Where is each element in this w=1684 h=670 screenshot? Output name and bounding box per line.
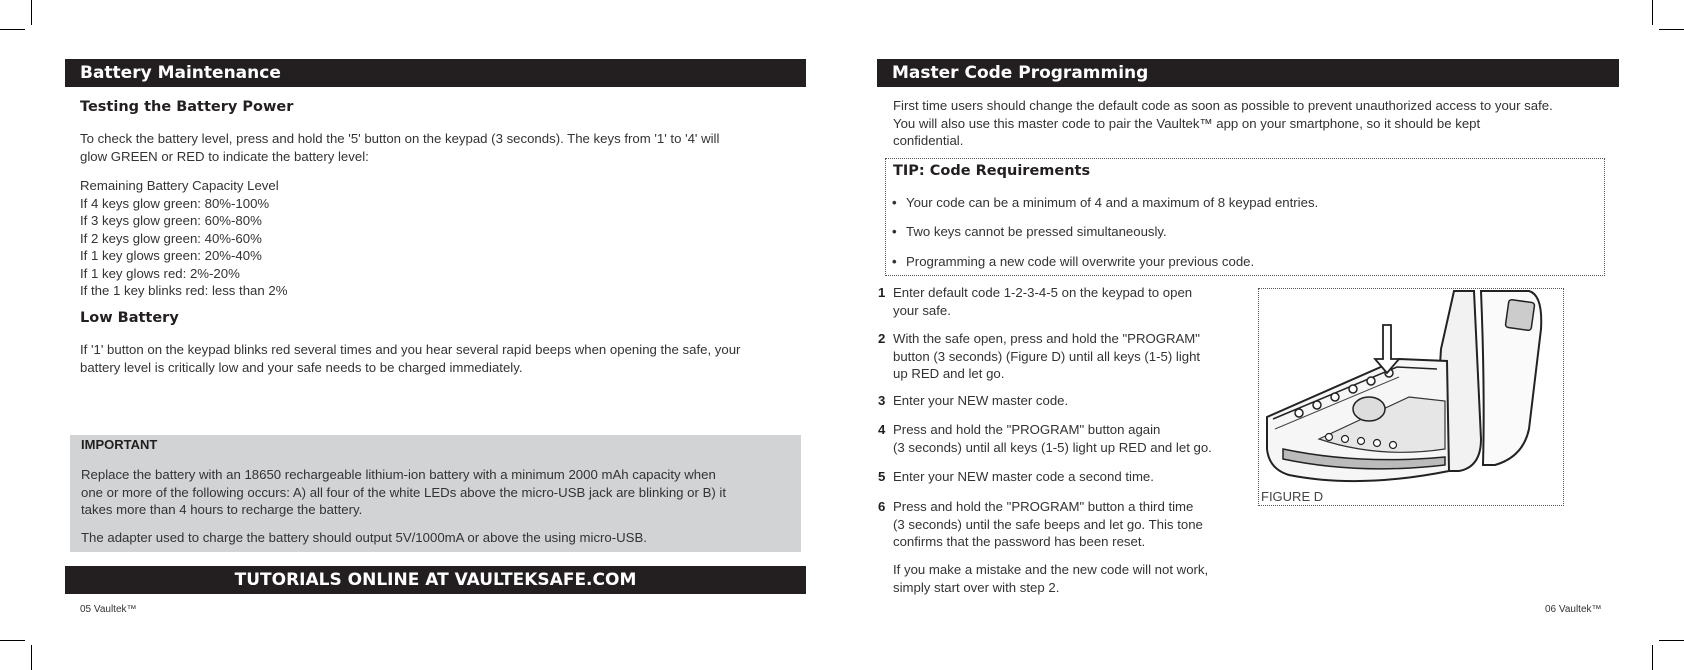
closing-note xyxy=(893,561,1208,596)
step-number: 5 xyxy=(878,469,886,484)
step-line: your safe. xyxy=(893,302,951,318)
text-line: If '1' button on the keypad blinks red several times and you hear several rapid beeps when opening the safe, your xyxy=(80,342,741,357)
master-code-title: Master Code Programming xyxy=(877,59,1619,87)
text-line: To check the battery level, press and hold the '5' button on the keypad (3 seconds). The keys from '1' to '4' will xyxy=(80,131,720,146)
step-number: 2 xyxy=(878,331,886,346)
text-line: battery level is critically low and your safe needs to be charged immediately. xyxy=(80,359,523,375)
bullet-icon: • xyxy=(892,195,897,210)
level-line: If 4 keys glow green: 80%-100% xyxy=(80,195,270,211)
bullet-icon: • xyxy=(892,254,897,269)
step-number: 4 xyxy=(878,422,886,437)
step-number: 1 xyxy=(878,285,886,300)
footer-page-left: 05 Vaultek™ xyxy=(80,604,137,615)
step-line: Enter your NEW master code a second time. xyxy=(893,469,1154,484)
step-line: (3 seconds) until the safe beeps and let go. This tone xyxy=(893,516,1203,532)
text-line: glow GREEN or RED to indicate the battery level: xyxy=(80,148,369,164)
level-line: Remaining Battery Capacity Level xyxy=(80,178,279,193)
low-battery-heading: Low Battery xyxy=(80,310,179,326)
crop-mark xyxy=(1652,645,1653,670)
tip-title: TIP: Code Requirements xyxy=(893,163,1091,179)
testing-intro xyxy=(80,130,719,165)
step-line: up RED and let go. xyxy=(893,366,1005,381)
tip-bullet xyxy=(892,224,1167,239)
crop-mark xyxy=(1659,29,1684,30)
important-box xyxy=(70,435,801,552)
level-line: If 2 keys glow green: 40%-60% xyxy=(80,230,262,246)
figure-caption: FIGURE D xyxy=(1261,489,1324,504)
tutorials-banner: TUTORIALS ONLINE AT VAULTEKSAFE.COM xyxy=(65,566,806,594)
crop-mark xyxy=(1652,0,1653,25)
low-battery-text xyxy=(80,341,740,376)
crop-mark xyxy=(31,0,32,25)
step-line: Enter your NEW master code. xyxy=(893,393,1069,408)
crop-mark xyxy=(0,29,25,30)
level-line: If the 1 key blinks red: less than 2% xyxy=(80,283,288,298)
step-line: (3 seconds) until all keys (1-5) light up RED and let go. xyxy=(893,439,1212,455)
level-line: If 1 key glows red: 2%-20% xyxy=(80,265,240,281)
text-line: one or more of the following occurs: A) all four of the white LEDs above the micro-USB jack are blinking or B) it xyxy=(81,484,727,500)
tip-bullet xyxy=(892,195,1318,210)
level-line: If 3 keys glow green: 60%-80% xyxy=(80,213,262,228)
tip-bullet xyxy=(892,254,1254,269)
crop-mark xyxy=(31,645,32,670)
battery-maintenance-title: Battery Maintenance xyxy=(65,59,806,87)
text-line: If you make a mistake and the new code will not work, xyxy=(893,562,1209,577)
step-line: Press and hold the "PROGRAM" button a third time xyxy=(893,499,1194,514)
crop-mark xyxy=(0,640,25,641)
crop-mark xyxy=(1659,640,1684,641)
text-line: simply start over with step 2. xyxy=(893,579,1060,595)
step-line: Press and hold the "PROGRAM" button again xyxy=(893,422,1161,437)
text-line: You will also use this master code to pair the Vaultek™ app on your smartphone, so it should be kept xyxy=(893,115,1481,131)
step-line: button (3 seconds) (Figure D) until all keys (1-5) light xyxy=(893,348,1201,364)
text-line: First time users should change the default code as soon as possible to prevent unauthorized access to your safe. xyxy=(893,98,1553,113)
important-title: IMPORTANT xyxy=(81,437,158,452)
safe-illustration xyxy=(1259,289,1562,487)
important-adapter-note: The adapter used to charge the battery should output 5V/1000mA or above the using micro-USB. xyxy=(81,530,647,545)
testing-battery-heading: Testing the Battery Power xyxy=(80,99,294,115)
tip-bullet-text: Programming a new code will overwrite your previous code. xyxy=(906,254,1255,269)
master-code-intro xyxy=(893,97,1553,150)
level-line: If 1 key glows green: 20%-40% xyxy=(80,248,262,263)
step-number: 3 xyxy=(878,393,886,408)
battery-level-list xyxy=(80,177,287,300)
important-paragraph xyxy=(81,466,796,519)
text-line: takes more than 4 hours to recharge the battery. xyxy=(81,502,363,517)
footer-page-right: 06 Vaultek™ xyxy=(1545,604,1602,615)
step-line: With the safe open, press and hold the "PROGRAM" xyxy=(893,331,1200,346)
tip-box xyxy=(885,158,1605,276)
tip-bullet-text: Your code can be a minimum of 4 and a maximum of 8 keypad entries. xyxy=(906,195,1319,210)
step-line: Enter default code 1-2-3-4-5 on the keypad to open xyxy=(893,285,1193,300)
tip-bullet-text: Two keys cannot be pressed simultaneously. xyxy=(906,224,1167,239)
step-number: 6 xyxy=(878,499,886,514)
text-line: Replace the battery with an 18650 rechargeable lithium-ion battery with a minimum 2000 mAh capacity when xyxy=(81,467,716,482)
text-line: confidential. xyxy=(893,133,964,148)
figure-d xyxy=(1258,288,1564,506)
step-line: confirms that the password has been reset. xyxy=(893,534,1146,549)
bullet-icon: • xyxy=(892,224,897,239)
